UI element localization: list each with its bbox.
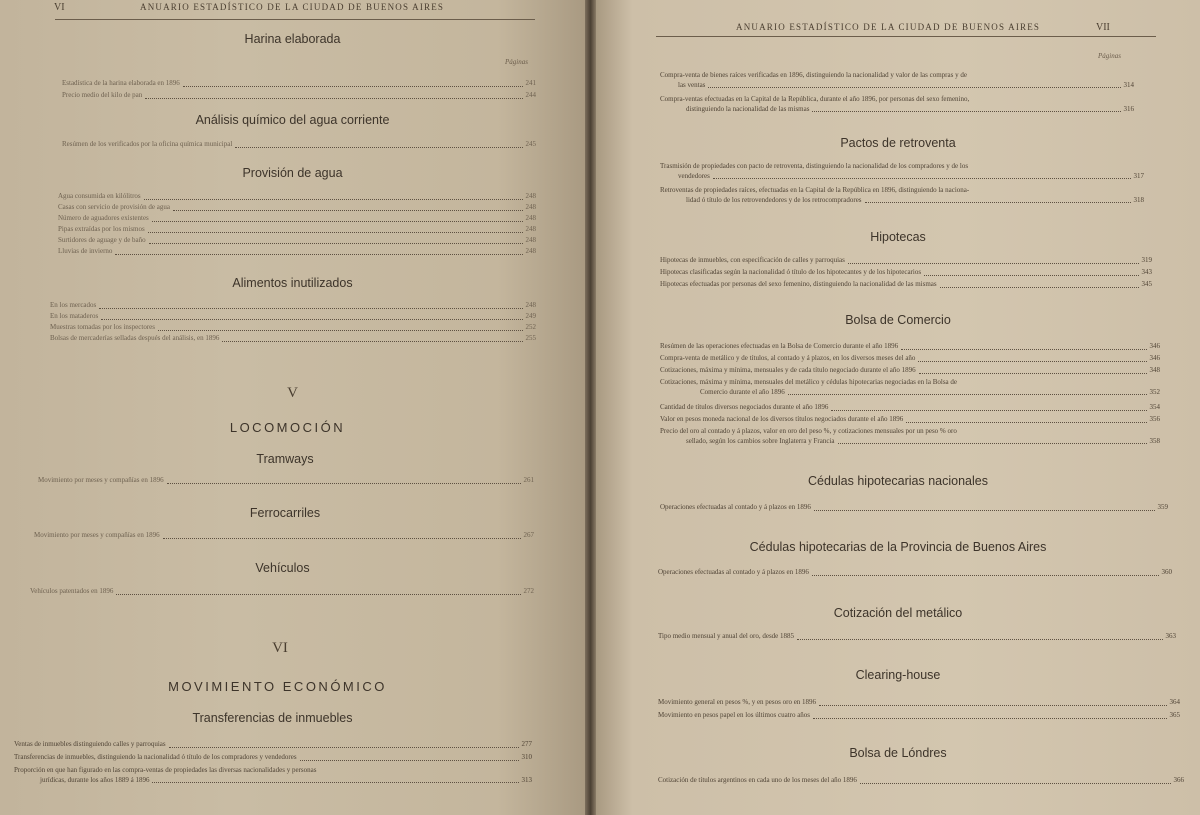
toc-entry: Compra-venta de metálico y de títulos, al contado y á plazos, en los diversos meses del año 346: [660, 354, 1160, 362]
toc-entry: Bolsas de mercaderías selladas después del análisis, en 1896 255: [50, 334, 536, 342]
toc-entry: Cantidad de títulos diversos negociados durante el año 1896 354: [660, 403, 1160, 411]
section-title-analisis: Análisis químico del agua corriente: [195, 113, 390, 127]
header-rule: [656, 36, 1156, 37]
section-title-tramways: Tramways: [256, 452, 314, 466]
toc-entry: Casas con servicio de provisión de agua 248: [58, 203, 536, 211]
toc-entry: Número de aguadores existentes 248: [58, 214, 536, 222]
toc-entry: Transferencias de inmuebles, distinguiendo la nacionalidad ó título de los compradores y vendedores 310: [14, 753, 532, 761]
section-title-pactos: Pactos de retroventa: [840, 136, 956, 150]
section-title-alimentos: Alimentos inutilizados: [232, 276, 353, 290]
toc-entry: Movimiento en pesos papel en los últimos cuatro años 365: [658, 711, 1180, 719]
toc-entry: Precio del oro al contado y á plazos, valor en oro del peso %, y cotizaciones mensuales por un peso % oro sellado, según los cambios sobre Inglaterra y Francia 358: [660, 427, 1160, 445]
toc-entry: Compra-venta de bienes raíces verificadas en 1896, distinguiendo la nacionalidad y valor de las compras y de las ventas 314: [660, 71, 1134, 89]
toc-entry: En los mataderos 249: [50, 312, 536, 320]
toc-entry: Valor en pesos moneda nacional de los diversos títulos negociados durante el año 1896 356: [660, 415, 1160, 423]
toc-entry: Resúmen de los verificados por la oficina química municipal 245: [62, 140, 536, 148]
toc-entry: Estadística de la harina elaborada en 1896 241: [62, 79, 536, 87]
book-gutter: [585, 0, 596, 815]
section-title-hipotecas: Hipotecas: [870, 230, 926, 244]
page-number: VII: [1096, 22, 1110, 33]
section-title-ferrocarriles: Ferrocarriles: [249, 506, 321, 520]
toc-entry: Compra-ventas efectuadas en la Capital de la República, durante el año 1896, por personas del sexo femenino, distinguiendo la nacionalidad de las mismas 316: [660, 95, 1134, 113]
toc-entry: Operaciones efectuadas al contado y á plazos en 1896 360: [658, 568, 1172, 576]
section-title-bolsa-londres: Bolsa de Lóndres: [849, 746, 947, 760]
toc-entry: Pipas extraídas por los mismos 248: [58, 225, 536, 233]
paginas-label: Páginas: [505, 58, 528, 66]
toc-entry: Lluvias de invierno 248: [58, 247, 536, 255]
toc-entry: Hipotecas de inmuebles, con especificación de calles y parroquias 319: [660, 256, 1152, 264]
section-title-cotizacion: Cotización del metálico: [833, 606, 963, 620]
toc-entry: Agua consumida en kilólitros 248: [58, 192, 536, 200]
toc-entry: Movimiento por meses y compañías en 1896 261: [38, 476, 534, 484]
toc-entry: Cotizaciones, máxima y mínima, mensuales y de cada título negociado durante el año 1896 348: [660, 366, 1160, 374]
section-title-harina: Harina elaborada: [244, 32, 341, 46]
section-title-clearing: Clearing-house: [855, 668, 941, 682]
toc-entry: Ventas de inmuebles distinguiendo calles y parroquias 277: [14, 740, 532, 748]
section-title-bolsa-comercio: Bolsa de Comercio: [845, 313, 951, 327]
part-title-locomocion: LOCOMOCIÓN: [229, 420, 346, 435]
page-number: VI: [54, 2, 65, 13]
section-title-cedulas-nacionales: Cédulas hipotecarias nacionales: [808, 474, 988, 488]
toc-entry: Precio medio del kilo de pan 244: [62, 91, 536, 99]
part-number-v: V: [287, 385, 298, 401]
right-page: [596, 0, 1200, 815]
toc-entry: Trasmisión de propiedades con pacto de retroventa, distinguiendo la nacionalidad de los compradores y de los vendedores 317: [660, 162, 1144, 180]
toc-entry: Tipo medio mensual y anual del oro, desde 1885 363: [658, 632, 1176, 640]
toc-entry: Operaciones efectuadas al contado y á plazos en 1896 359: [660, 503, 1168, 511]
section-title-provision: Provisión de agua: [242, 166, 343, 180]
toc-entry: Movimiento general en pesos %, y en pesos oro en 1896 364: [658, 698, 1180, 706]
toc-entry: Proporción en que han figurado en las compra-ventas de propiedades las diversas nacionalidades y personas jurídicas, durante los años 1889 á 1896 313: [14, 766, 532, 784]
toc-entry: Surtidores de aguage y de baño 248: [58, 236, 536, 244]
toc-entry: Cotizaciones, máxima y mínima, mensuales del metálico y cédulas hipotecarias negociadas en la Bolsa de Comercio durante el año 1896 352: [660, 378, 1160, 396]
part-number-vi: VI: [272, 640, 288, 656]
toc-entry: Vehículos patentados en 1896 272: [30, 587, 534, 595]
section-title-transferencias: Transferencias de inmuebles: [192, 711, 353, 725]
toc-entry: Resúmen de las operaciones efectuadas en la Bolsa de Comercio durante el año 1896 346: [660, 342, 1160, 350]
part-title-movimiento: MOVIMIENTO ECONÓMICO: [168, 679, 387, 694]
toc-entry: Muestras tomadas por los inspectores 252: [50, 323, 536, 331]
toc-entry: Movimiento por meses y compañías en 1896 267: [34, 531, 534, 539]
header-rule: [55, 19, 535, 20]
running-head: ANUARIO ESTADÍSTICO DE LA CIUDAD DE BUENOS AIRES: [140, 2, 445, 12]
toc-entry: En los mercados 248: [50, 301, 536, 309]
toc-entry: Hipotecas clasificadas según la nacionalidad ó título de los hipotecantes y de los hipotecarios 343: [660, 268, 1152, 276]
left-page: [0, 0, 585, 815]
toc-entry: Hipotecas efectuadas por personas del sexo femenino, distinguiendo la nacionalidad de las mismas 345: [660, 280, 1152, 288]
toc-entry: Cotización de títulos argentinos en cada uno de los meses del año 1896 366: [658, 776, 1184, 784]
running-head: ANUARIO ESTADÍSTICO DE LA CIUDAD DE BUENOS AIRES: [736, 22, 1041, 32]
section-title-cedulas-provincia: Cédulas hipotecarias de la Provincia de Buenos Aires: [749, 540, 1047, 554]
toc-entry: Retroventas de propiedades raíces, efectuadas en la Capital de la República en 1896, distinguiendo la naciona- lidad ó título de los retrovendedores y de los retrocompradores 318: [660, 186, 1144, 204]
paginas-label: Páginas: [1098, 52, 1121, 60]
section-title-vehiculos: Vehículos: [255, 561, 310, 575]
